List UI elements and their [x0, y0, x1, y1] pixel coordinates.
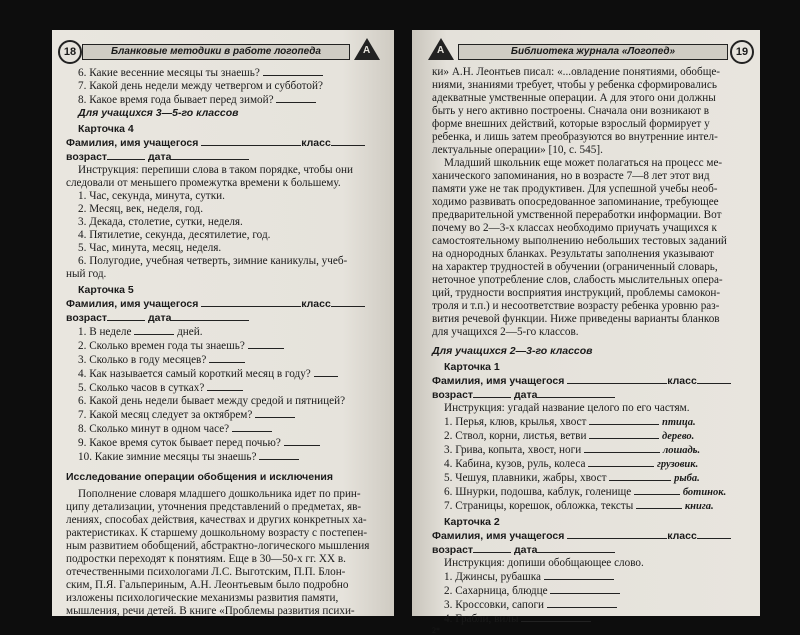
paragraph-line: ниями, знаниями требует, чтобы у ребенка сформировались	[432, 79, 717, 91]
handwritten-answer: птица.	[662, 417, 696, 428]
left-header	[63, 36, 384, 66]
paragraph-line: адекватные умственные операции. А для этого они должны	[432, 92, 716, 104]
list-item: 4. Кабина, кузов, руль, колеса грузовик.	[444, 458, 699, 470]
list-item: 2. Ствол, корни, листья, ветви дерево.	[444, 430, 695, 442]
list-item: ный год.	[66, 268, 107, 280]
paragraph-line: на характер трудностей в обучении (ограниченный словарь,	[432, 261, 718, 273]
page-number: 18	[58, 40, 82, 64]
list-item: 4. Грабли, вилы	[432, 612, 748, 626]
paragraph-line: ций, трудности восприятия инструкций, проблемы самокон-	[432, 287, 721, 299]
paragraph-line: памяти уже не так продуктивен. Для успешной учебы необ-	[432, 183, 718, 195]
paragraph-line: неточное употребление слов, слабость мыслительных опера-	[432, 274, 723, 286]
list-item: 3. Кроссовки, сапоги	[432, 598, 748, 612]
logo-icon: А	[354, 38, 380, 60]
list-item: 7. Страницы, корешок, обложка, тексты книга.	[444, 500, 714, 512]
handwritten-answer: рыба.	[674, 473, 700, 484]
age-date-field: возраст дата	[66, 150, 384, 164]
running-header: Бланковые методики в работе логопеда	[82, 44, 350, 60]
list-item: 3. Грива, копыта, хвост, ноги лошадь.	[444, 444, 701, 456]
paragraph-line: ципу детализации, уточнения представлений о предметах, яв-	[66, 501, 362, 513]
handwritten-answer: лошадь.	[662, 445, 701, 456]
list-item: 3. Декада, столетие, сутки, неделя.	[78, 216, 243, 228]
age-date-field: возраст дата	[432, 543, 748, 557]
list-item: 1. Перья, клюв, крылья, хвост птица.	[444, 416, 696, 428]
logo-icon: А	[428, 38, 454, 60]
list-item: 2. Сахарница, блюдце	[432, 584, 748, 598]
paragraph-line: мышления, речи детей. В книге «Проблемы развития психи-	[66, 605, 355, 617]
list-item: 10. Какие зимние месяцы ты знаешь?	[66, 450, 384, 464]
name-field: Фамилия, имя учащегося класс	[66, 297, 384, 311]
paragraph-line: троля и т.п.) и несоответствие возрасту ребенка уровню раз-	[432, 300, 720, 312]
paragraph-line: подростки переходят к понятиям. Еще в 30—50-х гг. XX в.	[66, 553, 346, 565]
question: 8. Какое время года бывает перед зимой?	[66, 93, 384, 107]
card-title: Карточка 1	[444, 361, 500, 373]
paragraph-line: рактеристиках. К старшему дошкольному возрасту с постепен-	[66, 527, 368, 539]
age-date-field: возраст дата	[66, 311, 384, 325]
list-item: 6. Полугодие, учебная четверть, зимние каникулы, учеб-	[78, 255, 348, 267]
grades-heading: Для учащихся 2—3-го классов	[432, 345, 593, 357]
list-item: 1. Джинсы, рубашка	[432, 570, 748, 584]
list-item: 1. В неделе дней.	[78, 326, 203, 338]
list-item: 2. Сколько времен года ты знаешь?	[66, 339, 384, 353]
instruction: Инструкция: перепиши слова в таком порядке, чтобы они	[78, 164, 353, 176]
handwritten-answer: ботинок.	[682, 487, 727, 498]
right-header	[432, 36, 748, 66]
paragraph-line: почему во 2—3-х классах необходимо приучать учащихся к	[432, 222, 717, 234]
instruction: следовали от меньшего промежутка времени к большему.	[66, 177, 341, 189]
instruction: Инструкция: допиши обобщающее слово.	[444, 557, 644, 569]
paragraph-line: ханического запоминания, но в возрасте 7—8 лет этот вид	[432, 170, 710, 182]
signature-mark: 2*	[432, 626, 440, 635]
list-item: 3. Сколько в году месяцев?	[66, 353, 384, 367]
question: 6. Какие весенние месяцы ты знаешь?	[66, 66, 384, 80]
paragraph-line: Пополнение словаря младшего дошкольника идет по прин-	[78, 488, 361, 500]
paragraph-line: лектуальные операции» [10, с. 545].	[432, 144, 603, 156]
paragraph-line: ребенка, и лишь затем преобразуются во внутренние интел-	[432, 131, 718, 143]
paragraph-line: отечественными психологами Л.С. Выготским, П.П. Блон-	[66, 566, 346, 578]
list-item: 6. Какой день недели бывает между средой и пятницей?	[78, 395, 346, 407]
list-item: 2. Месяц, век, неделя, год.	[78, 203, 203, 215]
paragraph-line: изложены психологические механизмы развития памяти,	[66, 592, 339, 604]
name-field: Фамилия, имя учащегося класс	[432, 374, 748, 388]
card-title: Карточка 2	[444, 516, 500, 528]
list-item: 4. Пятилетие, секунда, десятилетие, год.	[78, 229, 271, 241]
question: 7. Какой день недели между четвергом и субботой?	[78, 80, 323, 92]
paragraph-line: Младший школьник еще может полагаться на процесс ме-	[444, 157, 723, 169]
list-item: 5. Час, минута, месяц, неделя.	[78, 242, 222, 254]
page-number: 19	[730, 40, 754, 64]
paragraph-line: предварительной умственной переработки информации. Вот	[432, 209, 722, 221]
name-field: Фамилия, имя учащегося класс	[432, 529, 748, 543]
section-heading: Исследование операции обобщения и исключения	[66, 471, 334, 483]
right-page	[412, 30, 760, 635]
age-date-field: возраст дата	[432, 388, 748, 402]
list-item: 9. Какое время суток бывает перед почью?	[66, 436, 384, 450]
paragraph-line: быть у него активно построены. Сначала они возникают в	[432, 105, 710, 117]
paragraph-line: ки» А.Н. Леонтьев писал: «...овладение понятиями, обобще-	[432, 66, 721, 78]
paragraph-line: самостоятельному выполнению небольших тестовых заданий	[432, 235, 727, 247]
list-item: 8. Сколько минут в одном часе?	[66, 422, 384, 436]
grades-heading: Для учащихся 3—5-го классов	[78, 107, 239, 119]
list-item: 5. Сколько часов в сутках?	[66, 381, 384, 395]
paragraph-line: лениях, способах действия, качествах и других конкретных ха-	[66, 514, 367, 526]
card-title: Карточка 4	[78, 123, 134, 135]
card-title: Карточка 5	[78, 284, 134, 296]
list-item: 5. Чешуя, плавники, жабры, хвост рыба.	[444, 472, 700, 484]
handwritten-answer: книга.	[684, 501, 714, 512]
paragraph-line: на однородных бланках. Результаты заполнения указывают	[432, 248, 714, 260]
running-header: Библиотека журнала «Логопед»	[458, 44, 728, 60]
paragraph-line: форме внешних действий, которые взрослый формирует у	[432, 118, 710, 130]
list-item: 1. Час, секунда, минута, сутки.	[78, 190, 225, 202]
paragraph-line: для учащихся 2—5-го классов.	[432, 326, 579, 338]
instruction: Инструкция: угадай название целого по его частям.	[444, 402, 690, 414]
handwritten-answer: грузовик.	[657, 459, 699, 470]
list-item: 4. Как называется самый короткий месяц в году?	[66, 367, 384, 381]
paragraph-line: ным развитием обобщений, абстрактно-логического мышления	[66, 540, 370, 552]
left-page	[52, 30, 394, 616]
paragraph-line: ским, П.Я. Гальпериным, А.Н. Леонтьевым было подробно	[66, 579, 349, 591]
paragraph-line: вития речевой функции. Ниже приведены варианты бланков	[432, 313, 720, 325]
list-item: 6. Шнурки, подошва, каблук, голенище ботинок.	[444, 486, 727, 498]
paragraph-line: ходимо развивать опосредованное запоминание, требующее	[432, 196, 719, 208]
list-item: 7. Какой месяц следует за октябрем?	[66, 408, 384, 422]
name-field: Фамилия, имя учащегося класс	[66, 136, 384, 150]
handwritten-answer: дерево.	[662, 431, 695, 442]
